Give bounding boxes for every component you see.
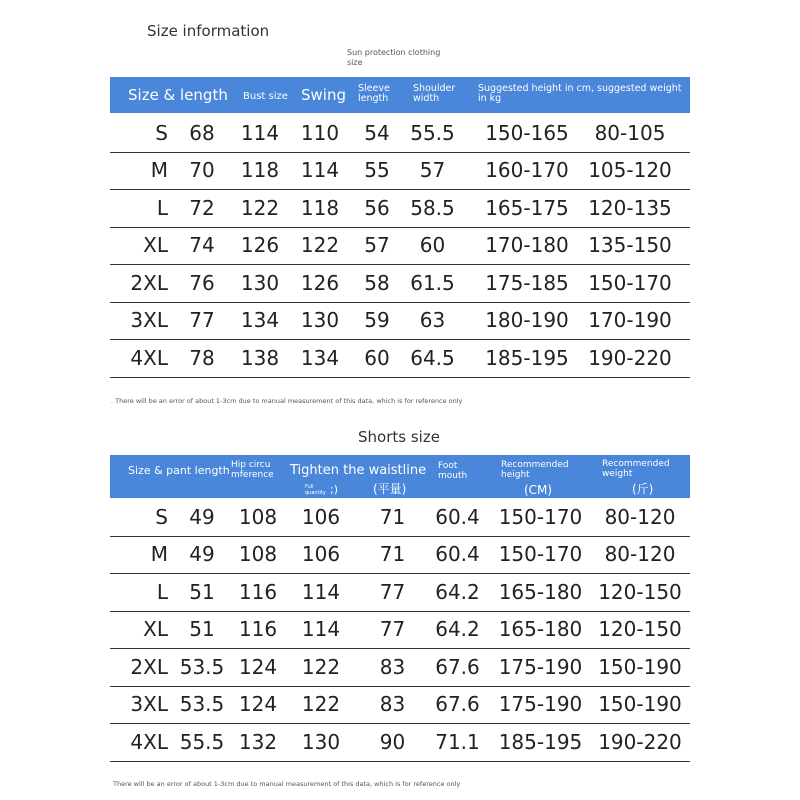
table-cell: 114 — [300, 158, 340, 183]
table-cell: 49 — [189, 504, 215, 529]
table-cell: 150-190 — [598, 692, 682, 717]
table-cell: 150-190 — [598, 654, 682, 679]
table-cell: 53.5 — [179, 654, 225, 679]
table-cell: M — [150, 542, 168, 567]
table-row — [110, 114, 690, 153]
header-weight-unit: (斤) — [632, 482, 654, 496]
table-cell: XL — [143, 617, 168, 642]
sun-protection-subtitle: Sun protection clothing size — [347, 48, 441, 67]
table-cell: 57 — [364, 233, 390, 258]
table-cell: 175-190 — [498, 654, 583, 679]
table-cell: 132 — [238, 729, 278, 754]
table-cell: S — [155, 120, 168, 145]
table-row — [110, 264, 690, 303]
table-cell: 124 — [238, 654, 278, 679]
table-cell: 78 — [189, 345, 215, 370]
table-cell: 60 — [364, 345, 390, 370]
bottom-table-header — [110, 455, 690, 498]
table-cell: XL — [143, 233, 168, 258]
table-cell: 77 — [379, 617, 406, 642]
table-cell: 106 — [301, 504, 341, 529]
table-row — [110, 302, 690, 341]
table-cell: 120-150 — [598, 579, 682, 604]
table-cell: 68 — [189, 120, 215, 145]
table-cell: 2XL — [130, 654, 168, 679]
table-cell: 134 — [240, 308, 280, 333]
header-size-length: Size & length — [128, 86, 228, 104]
table-cell: 2XL — [130, 270, 168, 295]
table-cell: 165-175 — [485, 195, 569, 220]
table-cell: 126 — [240, 233, 280, 258]
table-cell: 134 — [300, 345, 340, 370]
table-row — [110, 723, 690, 762]
table-cell: 160-170 — [485, 158, 569, 183]
table-cell: 63 — [419, 308, 446, 333]
header-hip: Hip circu mference — [231, 460, 274, 480]
table-cell: 170-180 — [485, 233, 569, 258]
table-cell: 83 — [379, 654, 406, 679]
table-cell: 135-150 — [588, 233, 672, 258]
table-cell: 114 — [301, 579, 341, 604]
table-row — [110, 498, 690, 537]
table-cell: 4XL — [130, 345, 168, 370]
header-swing: Swing — [301, 86, 346, 104]
header-size-pant-length: Size & pant length — [128, 464, 230, 477]
table-cell: 67.6 — [435, 654, 480, 679]
table-cell: 122 — [300, 233, 340, 258]
table-cell: 175-185 — [485, 270, 569, 295]
header-foot-mouth: Foot mouth — [438, 461, 468, 481]
table-cell: 114 — [240, 120, 280, 145]
table-cell: 124 — [238, 692, 278, 717]
table-cell: 122 — [301, 654, 341, 679]
table-cell: M — [150, 158, 168, 183]
table-row — [110, 339, 690, 378]
header-waist-paren: ;) — [330, 483, 338, 496]
table-cell: 77 — [189, 308, 215, 333]
table-cell: 76 — [189, 270, 215, 295]
table-cell: 83 — [379, 692, 406, 717]
table-cell: 58.5 — [410, 195, 455, 220]
table-cell: 58 — [364, 270, 390, 295]
table-cell: 80-120 — [604, 542, 676, 567]
table-row — [110, 686, 690, 725]
table-cell: 190-220 — [598, 729, 682, 754]
table-cell: 56 — [364, 195, 390, 220]
table-row — [110, 227, 690, 266]
table-cell: 126 — [300, 270, 340, 295]
table-cell: 122 — [301, 692, 341, 717]
table-cell: 4XL — [130, 729, 168, 754]
top-table-header — [110, 77, 690, 113]
table-cell: 106 — [301, 542, 341, 567]
table-cell: 130 — [301, 729, 341, 754]
table-cell: 175-190 — [498, 692, 583, 717]
table-cell: 180-190 — [485, 308, 569, 333]
table-cell: 165-180 — [498, 617, 583, 642]
table-row — [110, 573, 690, 612]
table-cell: 118 — [240, 158, 280, 183]
table-cell: 3XL — [130, 308, 168, 333]
table-cell: 49 — [189, 542, 215, 567]
header-rec-height: Recommended height — [501, 460, 569, 480]
table-cell: 57 — [419, 158, 446, 183]
table-cell: 165-180 — [498, 579, 583, 604]
header-suggested: Suggested height in cm, suggested weight in kg — [478, 83, 682, 105]
header-shoulder-width: Shoulder width — [413, 83, 456, 105]
size-information-title: Size information — [147, 22, 270, 40]
table-cell: 60.4 — [435, 542, 480, 567]
table-cell: 64.2 — [435, 579, 480, 604]
table-cell: 64.2 — [435, 617, 480, 642]
table-row — [110, 536, 690, 575]
table-cell: 55 — [364, 158, 390, 183]
table-cell: 67.6 — [435, 692, 480, 717]
table-cell: 120-150 — [598, 617, 682, 642]
table-cell: 74 — [189, 233, 215, 258]
table-cell: 185-195 — [485, 345, 569, 370]
header-waist-flat: (平量) — [373, 482, 407, 496]
table-cell: 90 — [379, 729, 406, 754]
table-cell: 80-105 — [594, 120, 666, 145]
table-row — [110, 611, 690, 650]
table-cell: 130 — [240, 270, 280, 295]
table-cell: 108 — [238, 542, 278, 567]
table-cell: 71.1 — [435, 729, 480, 754]
table-cell: 190-220 — [588, 345, 672, 370]
table-cell: 185-195 — [498, 729, 583, 754]
table-cell: 72 — [189, 195, 215, 220]
table-cell: 150-170 — [588, 270, 672, 295]
header-sleeve-length: Sleeve length — [358, 83, 390, 105]
table-cell: 118 — [300, 195, 340, 220]
table-cell: L — [156, 579, 168, 604]
header-waist-small: Full quantity — [305, 484, 326, 496]
table-cell: S — [155, 504, 168, 529]
header-rec-weight: Recommended weight — [602, 459, 670, 479]
table-cell: 130 — [300, 308, 340, 333]
table-cell: 64.5 — [410, 345, 455, 370]
bottom-note: There will be an error of about 1-3cm due to manual measurement of this data, which is for reference only — [113, 780, 461, 788]
table-cell: 170-190 — [588, 308, 672, 333]
table-cell: 71 — [379, 542, 406, 567]
header-bust-size: Bust size — [243, 91, 288, 102]
table-row — [110, 648, 690, 687]
table-cell: 51 — [189, 617, 215, 642]
table-cell: 71 — [379, 504, 406, 529]
table-cell: 60.4 — [435, 504, 480, 529]
table-cell: 122 — [240, 195, 280, 220]
table-cell: 80-120 — [604, 504, 676, 529]
header-height-unit: (CM) — [524, 483, 553, 497]
table-cell: 105-120 — [588, 158, 672, 183]
table-cell: 54 — [364, 120, 390, 145]
table-row — [110, 152, 690, 191]
shorts-size-title: Shorts size — [358, 428, 440, 446]
table-cell: 108 — [238, 504, 278, 529]
table-cell: 61.5 — [410, 270, 455, 295]
table-cell: 120-135 — [588, 195, 672, 220]
table-cell: L — [156, 195, 168, 220]
table-cell: 116 — [238, 579, 278, 604]
table-cell: 55.5 — [179, 729, 225, 754]
table-cell: 77 — [379, 579, 406, 604]
table-cell: 55.5 — [410, 120, 455, 145]
table-cell: 138 — [240, 345, 280, 370]
table-cell: 53.5 — [179, 692, 225, 717]
table-cell: 51 — [189, 579, 215, 604]
table-cell: 70 — [189, 158, 215, 183]
table-cell: 150-170 — [498, 542, 583, 567]
header-waist: Tighten the waistline — [290, 463, 427, 478]
top-note: . There will be an error of about 1-3cm due to manual measurement of this data, which is for reference only — [111, 397, 463, 405]
table-cell: 150-165 — [485, 120, 569, 145]
table-cell: 110 — [300, 120, 340, 145]
table-cell: 150-170 — [498, 504, 583, 529]
table-cell: 60 — [419, 233, 446, 258]
table-cell: 116 — [238, 617, 278, 642]
table-cell: 3XL — [130, 692, 168, 717]
table-cell: 114 — [301, 617, 341, 642]
table-row — [110, 189, 690, 228]
table-cell: 59 — [364, 308, 390, 333]
